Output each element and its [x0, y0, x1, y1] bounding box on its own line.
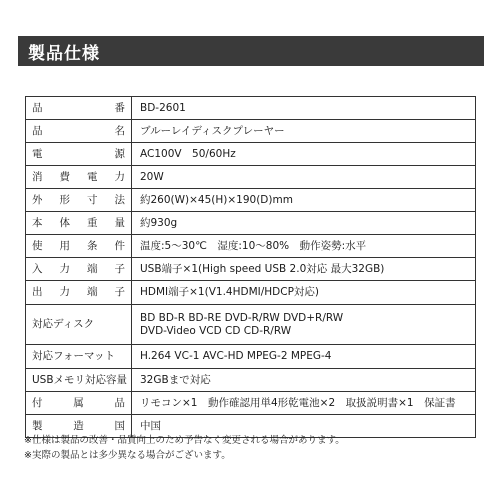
spec-label: 本体重量 — [26, 212, 132, 235]
spec-value: ブルーレイディスクプレーヤー — [132, 120, 476, 143]
spec-label: 外形寸法 — [26, 189, 132, 212]
spec-value: 20W — [132, 166, 476, 189]
spec-value: 32GBまで対応 — [132, 369, 476, 392]
spec-row-power-consumption — [26, 166, 476, 189]
section-header — [18, 36, 484, 66]
spec-value: 約260(W)×45(H)×190(D)mm — [132, 189, 476, 212]
spec-label: USBメモリ対応容量 — [26, 369, 132, 392]
spec-label: 品名 — [26, 120, 132, 143]
spec-value: AC100V 50/60Hz — [132, 143, 476, 166]
spec-row-input-terminal — [26, 258, 476, 281]
spec-label: 出力端子 — [26, 281, 132, 305]
spec-row-model-number — [26, 97, 476, 120]
spec-value: H.264 VC-1 AVC-HD MPEG-2 MPEG-4 — [132, 345, 476, 369]
footnote: ※実際の製品とは多少異なる場合がございます。 — [24, 450, 231, 461]
spec-value: リモコン×1 動作確認用単4形乾電池×2 取扱説明書×1 保証書 — [132, 392, 476, 415]
spec-row-supported-formats — [26, 345, 476, 369]
spec-table — [25, 96, 476, 438]
section-title: 製品仕様 — [28, 43, 100, 64]
spec-row-supported-discs — [26, 305, 476, 345]
spec-row-product-name — [26, 120, 476, 143]
spec-value: 温度:5〜30℃ 湿度:10〜80% 動作姿勢:水平 — [132, 235, 476, 258]
spec-row-weight — [26, 212, 476, 235]
spec-row-output-terminal — [26, 281, 476, 305]
spec-value: BD-2601 — [132, 97, 476, 120]
spec-value: 約930g — [132, 212, 476, 235]
spec-label: 電源 — [26, 143, 132, 166]
footnote: ※仕様は製品の改善・品質向上のため予告なく変更される場合があります。 — [24, 435, 345, 446]
spec-row-usb-capacity — [26, 369, 476, 392]
spec-row-accessories — [26, 392, 476, 415]
spec-value: USB端子×1(High speed USB 2.0対応 最大32GB) — [132, 258, 476, 281]
spec-label: 対応ディスク — [26, 305, 132, 345]
footnotes — [24, 433, 484, 463]
spec-label: 消費電力 — [26, 166, 132, 189]
spec-label: 品番 — [26, 97, 132, 120]
spec-label: 製造国 — [26, 415, 132, 438]
spec-row-operating-conditions — [26, 235, 476, 258]
spec-value: BD BD-R BD-RE DVD-R/RW DVD+R/RW DVD-Video VCD CD CD-R/RW — [132, 305, 476, 345]
spec-value: 中国 — [132, 415, 476, 438]
spec-label: 入力端子 — [26, 258, 132, 281]
spec-label: 対応フォーマット — [26, 345, 132, 369]
spec-row-power — [26, 143, 476, 166]
spec-row-dimensions — [26, 189, 476, 212]
spec-label: 付属品 — [26, 392, 132, 415]
spec-value: HDMI端子×1(V1.4HDMI/HDCP対応) — [132, 281, 476, 305]
spec-label: 使用条件 — [26, 235, 132, 258]
